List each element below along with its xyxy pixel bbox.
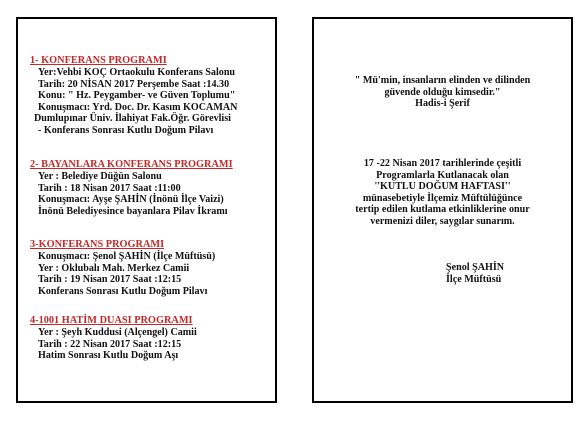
- section-line: Yer:Vehbi KOÇ Ortaokulu Konferans Salonu: [38, 67, 236, 78]
- quote-line: güvende olduğu kimsedir.": [384, 86, 501, 98]
- section-konferans-3: [30, 239, 269, 297]
- section-line: Tarih : 19 Nisan 2017 Saat :12:15: [38, 274, 182, 286]
- section-title: 4-1001 HATİM DUASI PROGRAMI: [30, 315, 193, 326]
- invitation-line: vermenizi diler, saygılar sunarım.: [370, 215, 515, 227]
- signature: [446, 262, 504, 285]
- section-line: Konuşmacı: Yrd. Doc. Dr. Kasım KOCAMAN: [38, 101, 238, 113]
- invitation-line: ''KUTLU DOĞUM HAFTASI'': [374, 181, 511, 193]
- section-line: İnönü Belediyesince bayanlara Pilav İkramı: [38, 205, 228, 217]
- section-line: Konuşmacı: Ayşe ŞAHİN (İnönü İlçe Vaizi): [38, 194, 224, 206]
- section-line: - Konferans Sonrası Kutlu Doğum Pilavı: [38, 124, 214, 136]
- section-line: Konu: " Hz. Peygamber- ve Güven Toplumu": [38, 90, 236, 102]
- section-line: Tarih : 18 Nisan 2017 Saat :11:00: [38, 182, 181, 194]
- section-line: Dumlupınar Üniv. İlahiyat Fak.Öğr. Görevlisi: [34, 113, 231, 125]
- signature-title: İlçe Müftüsü: [446, 273, 502, 285]
- section-title: 2- BAYANLARA KONFERANS PROGRAMI: [30, 159, 233, 170]
- section-title: 3-KONFERANS PROGRAMI: [30, 239, 165, 250]
- invitation-line: münasebetiyle İlçemiz Müftülüğünce: [362, 192, 523, 204]
- invitation-line: 17 -22 Nisan 2017 tarihlerinde çeşitli: [363, 158, 522, 169]
- quote-line: " Mü'min, insanların elinden ve dilinden: [354, 75, 531, 86]
- section-line: Yer : Oklubalı Mah. Merkez Camii: [38, 262, 190, 274]
- section-line: Konuşmacı: Şenol ŞAHİN (İlçe Müftüsü): [38, 251, 216, 262]
- section-bayan-konferans: [30, 159, 269, 217]
- section-konferans-1: [30, 55, 269, 137]
- hadith-quote: [314, 75, 571, 110]
- section-line: Tarih: 20 NİSAN 2017 Perşembe Saat :14.30: [38, 78, 230, 90]
- program-panel: [16, 17, 277, 403]
- signature-name: Şenol ŞAHİN: [446, 262, 505, 273]
- invitation-line: Programlarla Kutlanacak olan: [376, 169, 509, 181]
- section-line: Hatim Sonrası Kutlu Doğum Aşı: [38, 350, 179, 362]
- invitation-text: [314, 158, 571, 228]
- section-title: 1- KONFERANS PROGRAMI: [30, 55, 167, 66]
- section-hatim-duasi: [30, 315, 269, 362]
- section-line: Konferans Sonrası Kutlu Doğum Pilavı: [38, 285, 208, 297]
- invitation-line: tertip edilen kutlama etkinliklerine onur: [355, 204, 530, 216]
- section-line: Tarih : 22 Nisan 2017 Saat :12:15: [38, 338, 182, 350]
- section-line: Yer : Belediye Düğün Salonu: [38, 171, 162, 182]
- section-line: Yer : Şeyh Kuddusi (Alçengel) Camii: [38, 327, 197, 338]
- invitation-panel: [312, 17, 573, 403]
- quote-source: Hadis-i Şerif: [415, 98, 470, 110]
